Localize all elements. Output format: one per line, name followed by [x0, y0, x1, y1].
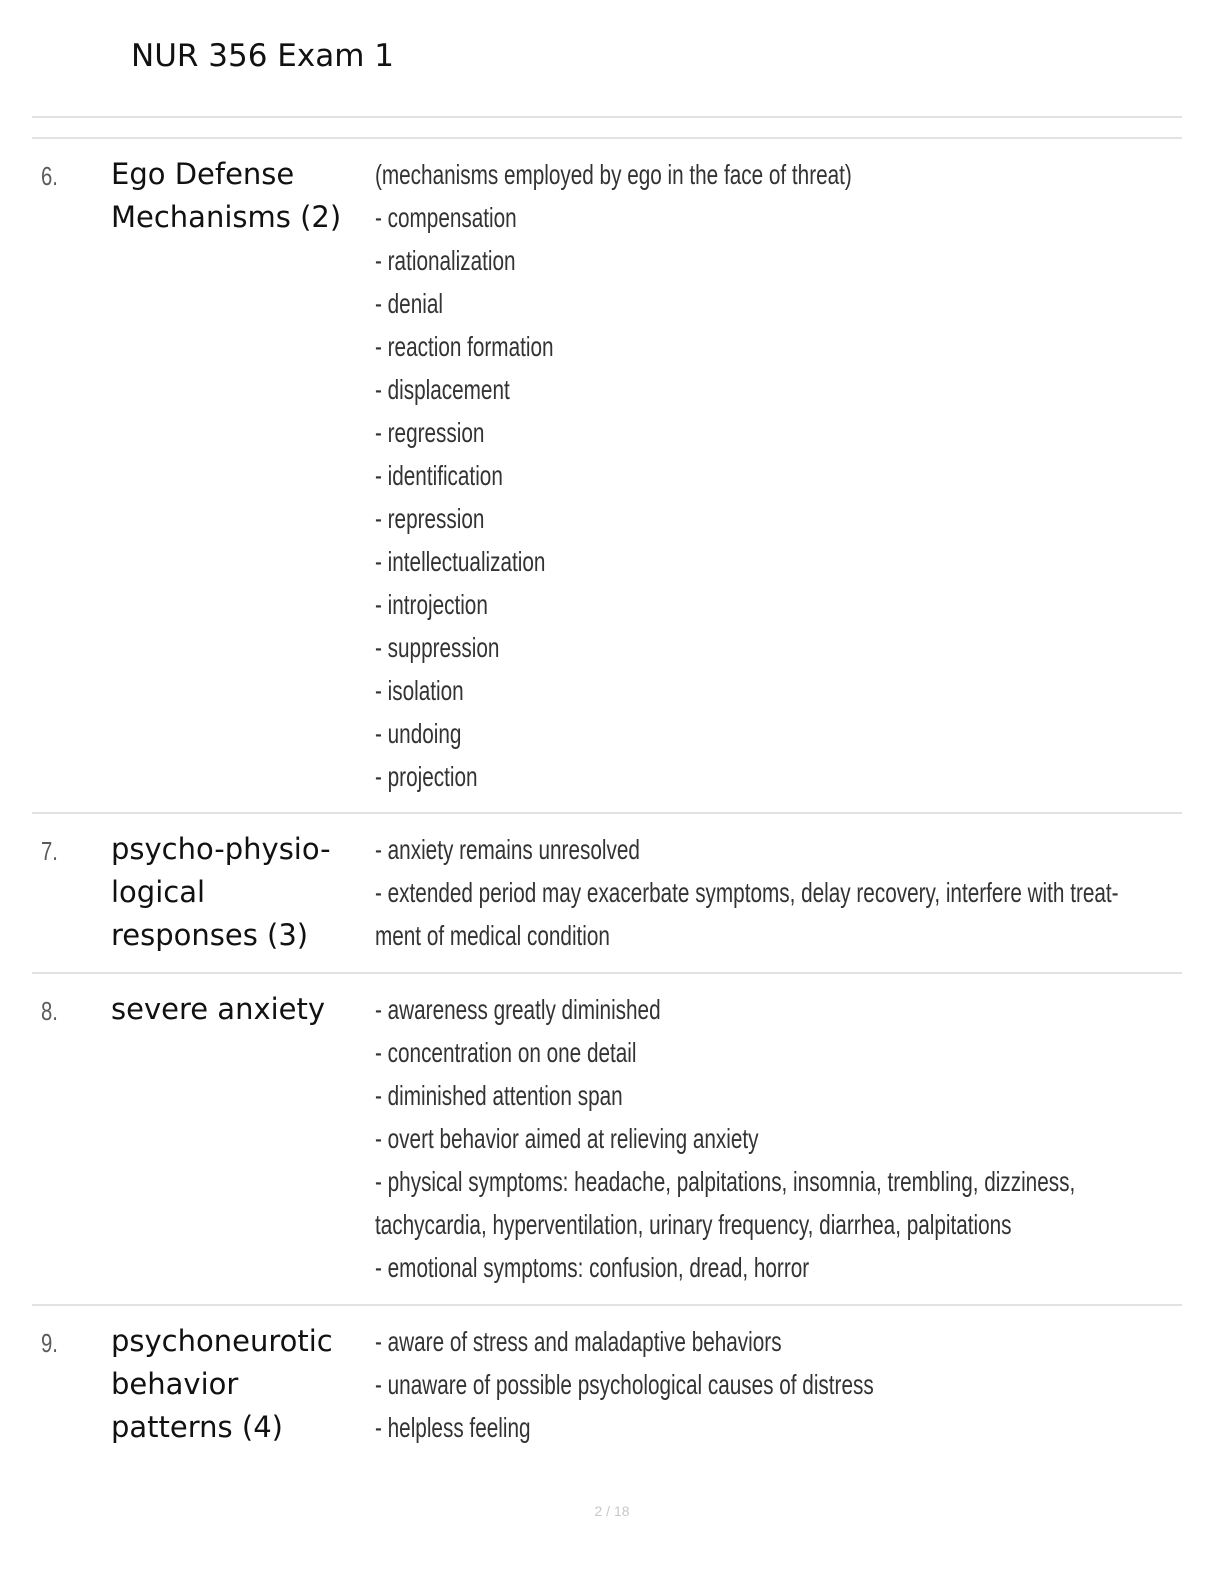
definition-line: - physical symptoms: headache, palpitations, insomnia, trembling, dizziness, — [375, 1166, 1076, 1197]
card-term-line: psycho-physio- — [111, 832, 331, 866]
definition-line: - anxiety remains unresolved — [375, 834, 640, 865]
card-term-line: Ego Defense — [111, 157, 295, 191]
card-term-line: responses (3) — [111, 918, 309, 952]
flashcard — [32, 1306, 1182, 1466]
definition-line: - concentration on one detail — [375, 1037, 637, 1068]
definition-line: - repression — [375, 503, 485, 534]
card-definition — [375, 974, 1165, 1289]
definition-line: - rationalization — [375, 245, 516, 276]
flashcard — [32, 974, 1182, 1306]
definition-line: - compensation — [375, 202, 517, 233]
definition-line: ment of medical condition — [375, 920, 610, 951]
card-number: 9. — [41, 1328, 58, 1358]
page-number: 2 / 18 — [594, 1503, 630, 1519]
definition-line: - helpless feeling — [375, 1412, 531, 1443]
card-number: 8. — [41, 996, 58, 1026]
definition-line: (mechanisms employed by ego in the face of threat) — [375, 159, 852, 190]
card-term-line: severe anxiety — [111, 992, 326, 1026]
card-number: 7. — [41, 836, 58, 866]
card-term-line: logical — [111, 875, 206, 909]
header-divider — [32, 116, 1182, 118]
card-term-line: Mechanisms (2) — [111, 200, 342, 234]
card-term-line: psychoneurotic — [111, 1324, 333, 1358]
definition-line: - identification — [375, 460, 503, 491]
card-term-line: behavior — [111, 1367, 239, 1401]
definition-line: - intellectualization — [375, 546, 546, 577]
definition-line: - emotional symptoms: confusion, dread, horror — [375, 1252, 810, 1283]
definition-line: - regression — [375, 417, 485, 448]
card-definition — [375, 1306, 1165, 1449]
definition-line: - aware of stress and maladaptive behaviors — [375, 1326, 782, 1357]
card-term-line: patterns (4) — [111, 1410, 283, 1444]
card-term — [111, 988, 361, 1031]
flashcard-list — [32, 139, 1182, 1466]
definition-line: - reaction formation — [375, 331, 554, 362]
card-definition — [375, 814, 1165, 957]
definition-line: - projection — [375, 761, 478, 792]
definition-line: - displacement — [375, 374, 510, 405]
definition-line: - undoing — [375, 718, 462, 749]
definition-line: - extended period may exacerbate symptoms, delay recovery, interfere with treat- — [375, 877, 1119, 908]
definition-line: - unaware of possible psychological causes of distress — [375, 1369, 874, 1400]
definition-line: - awareness greatly diminished — [375, 994, 661, 1025]
card-number: 6. — [41, 161, 58, 191]
definition-line: - diminished attention span — [375, 1080, 623, 1111]
card-term — [111, 828, 361, 957]
flashcard — [32, 139, 1182, 814]
card-term — [111, 153, 361, 239]
definition-line: - isolation — [375, 675, 464, 706]
card-term — [111, 1320, 361, 1449]
card-definition — [375, 139, 1165, 798]
definition-line: - suppression — [375, 632, 500, 663]
definition-line: - introjection — [375, 589, 488, 620]
definition-line: - denial — [375, 288, 443, 319]
definition-line: tachycardia, hyperventilation, urinary frequency, diarrhea, palpitations — [375, 1209, 1012, 1240]
flashcard — [32, 814, 1182, 974]
page-title: NUR 356 Exam 1 — [131, 38, 395, 74]
definition-line: - overt behavior aimed at relieving anxiety — [375, 1123, 759, 1154]
